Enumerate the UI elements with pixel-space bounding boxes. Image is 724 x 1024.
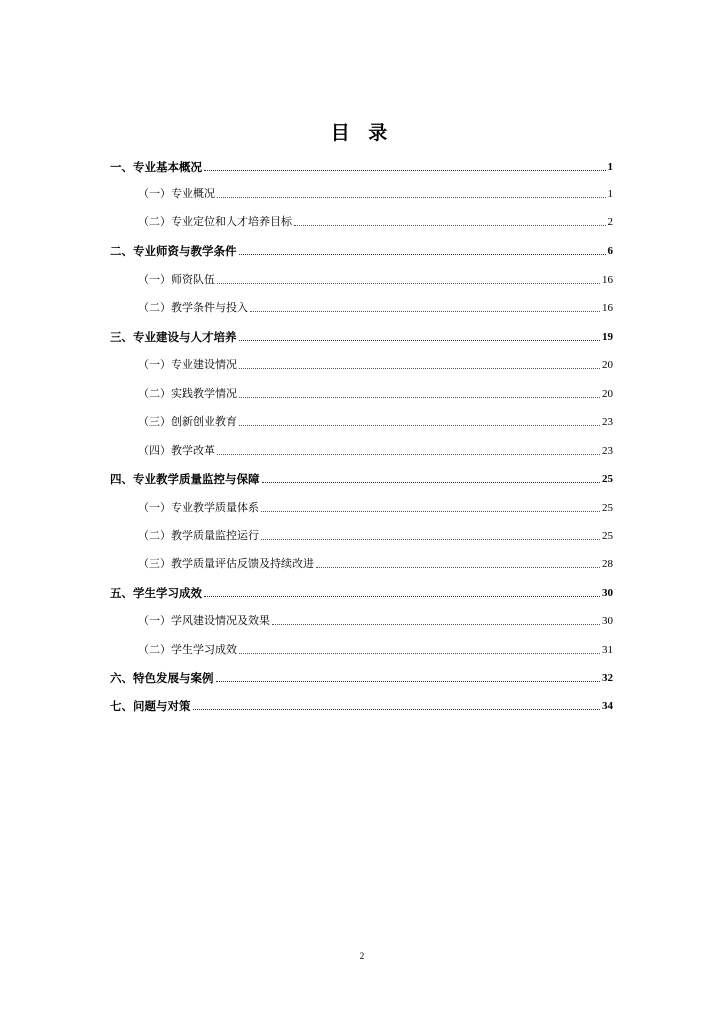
dot-leader <box>239 425 600 426</box>
dot-leader <box>239 254 606 255</box>
toc-entry-page: 1 <box>607 161 613 173</box>
toc-section-entry[interactable] <box>138 551 613 571</box>
toc-chapter-entry[interactable] <box>110 238 613 258</box>
toc-section-entry[interactable] <box>138 295 613 315</box>
toc-entry-label: 五、学生学习成效 <box>110 586 202 600</box>
toc-section-entry[interactable] <box>138 181 613 201</box>
toc-entry-label: （二）专业定位和人才培养目标 <box>138 215 292 228</box>
toc-entry-page: 23 <box>602 416 613 428</box>
toc-entry-page: 16 <box>602 302 613 314</box>
dot-leader <box>217 197 606 198</box>
toc-chapter-entry[interactable] <box>110 154 613 174</box>
toc-entry-page: 1 <box>607 188 613 200</box>
toc-entry-page: 25 <box>602 502 613 514</box>
toc-entry-page: 25 <box>602 530 613 542</box>
toc-entry-label: 七、问题与对策 <box>110 699 191 713</box>
toc-entry-label: （一）师资队伍 <box>138 273 215 286</box>
dot-leader <box>217 454 600 455</box>
toc-entry-label: （二）教学条件与投入 <box>138 301 248 314</box>
dot-leader <box>217 283 600 284</box>
dot-leader <box>239 340 601 341</box>
dot-leader <box>294 225 606 226</box>
toc-entry-label: （一）专业建设情况 <box>138 358 237 371</box>
dot-leader <box>262 482 601 483</box>
toc-section-entry[interactable] <box>138 523 613 543</box>
toc-section-entry[interactable] <box>138 209 613 229</box>
toc-entry-page: 30 <box>602 587 613 599</box>
toc-chapter-entry[interactable] <box>110 466 613 486</box>
dot-leader <box>239 368 600 369</box>
toc-title: 目 录 <box>330 122 394 144</box>
toc-entry-label: （二）教学质量监控运行 <box>138 529 259 542</box>
toc-section-entry[interactable] <box>138 381 613 401</box>
toc-entry-label: （一）学风建设情况及效果 <box>138 614 270 627</box>
toc-entry-label: 四、专业教学质量监控与保障 <box>110 472 260 486</box>
toc-entry-label: 六、特色发展与案例 <box>110 671 214 685</box>
toc-entry-label: 二、专业师资与教学条件 <box>110 244 237 258</box>
dot-leader <box>204 596 600 597</box>
dot-leader <box>250 311 600 312</box>
toc-entry-label: 一、专业基本概况 <box>110 160 202 174</box>
toc-entry-page: 2 <box>607 216 613 228</box>
toc-chapter-entry[interactable] <box>110 693 613 713</box>
dot-leader <box>316 567 600 568</box>
dot-leader <box>261 539 600 540</box>
dot-leader <box>239 397 600 398</box>
toc-entry-page: 6 <box>607 245 613 257</box>
toc-section-entry[interactable] <box>138 352 613 372</box>
toc-section-entry[interactable] <box>138 608 613 628</box>
toc-entry-page: 20 <box>602 388 613 400</box>
toc-section-entry[interactable] <box>138 495 613 515</box>
dot-leader <box>193 709 601 710</box>
toc-entry-page: 20 <box>602 359 613 371</box>
toc-entry-page: 16 <box>602 274 613 286</box>
toc-entry-page: 23 <box>602 445 613 457</box>
toc-entry-page: 30 <box>602 615 613 627</box>
toc-entry-label: （一）专业教学质量体系 <box>138 501 259 514</box>
toc-entry-page: 19 <box>602 331 613 343</box>
toc-entry-page: 31 <box>602 644 613 656</box>
toc-entry-label: （一）专业概况 <box>138 187 215 200</box>
toc-entry-label: 三、专业建设与人才培养 <box>110 330 237 344</box>
toc-section-entry[interactable] <box>138 409 613 429</box>
toc-entry-label: （二）学生学习成效 <box>138 643 237 656</box>
dot-leader <box>204 170 606 171</box>
toc-entry-page: 32 <box>602 672 613 684</box>
toc-section-entry[interactable] <box>138 438 613 458</box>
toc-entry-label: （三）教学质量评估反馈及持续改进 <box>138 557 314 570</box>
dot-leader <box>216 681 601 682</box>
toc-chapter-entry[interactable] <box>110 580 613 600</box>
dot-leader <box>261 511 600 512</box>
toc-chapter-entry[interactable] <box>110 665 613 685</box>
toc-section-entry[interactable] <box>138 637 613 657</box>
toc-entry-label: （三）创新创业教育 <box>138 415 237 428</box>
toc-entry-label: （四）教学改革 <box>138 444 215 457</box>
toc-entry-page: 25 <box>602 473 613 485</box>
toc-entry-page: 28 <box>602 558 613 570</box>
page-number: 2 <box>359 951 365 961</box>
toc-section-entry[interactable] <box>138 267 613 287</box>
toc-entry-page: 34 <box>602 700 613 712</box>
toc-entry-label: （二）实践教学情况 <box>138 387 237 400</box>
dot-leader <box>239 653 600 654</box>
dot-leader <box>272 624 600 625</box>
toc-chapter-entry[interactable] <box>110 324 613 344</box>
